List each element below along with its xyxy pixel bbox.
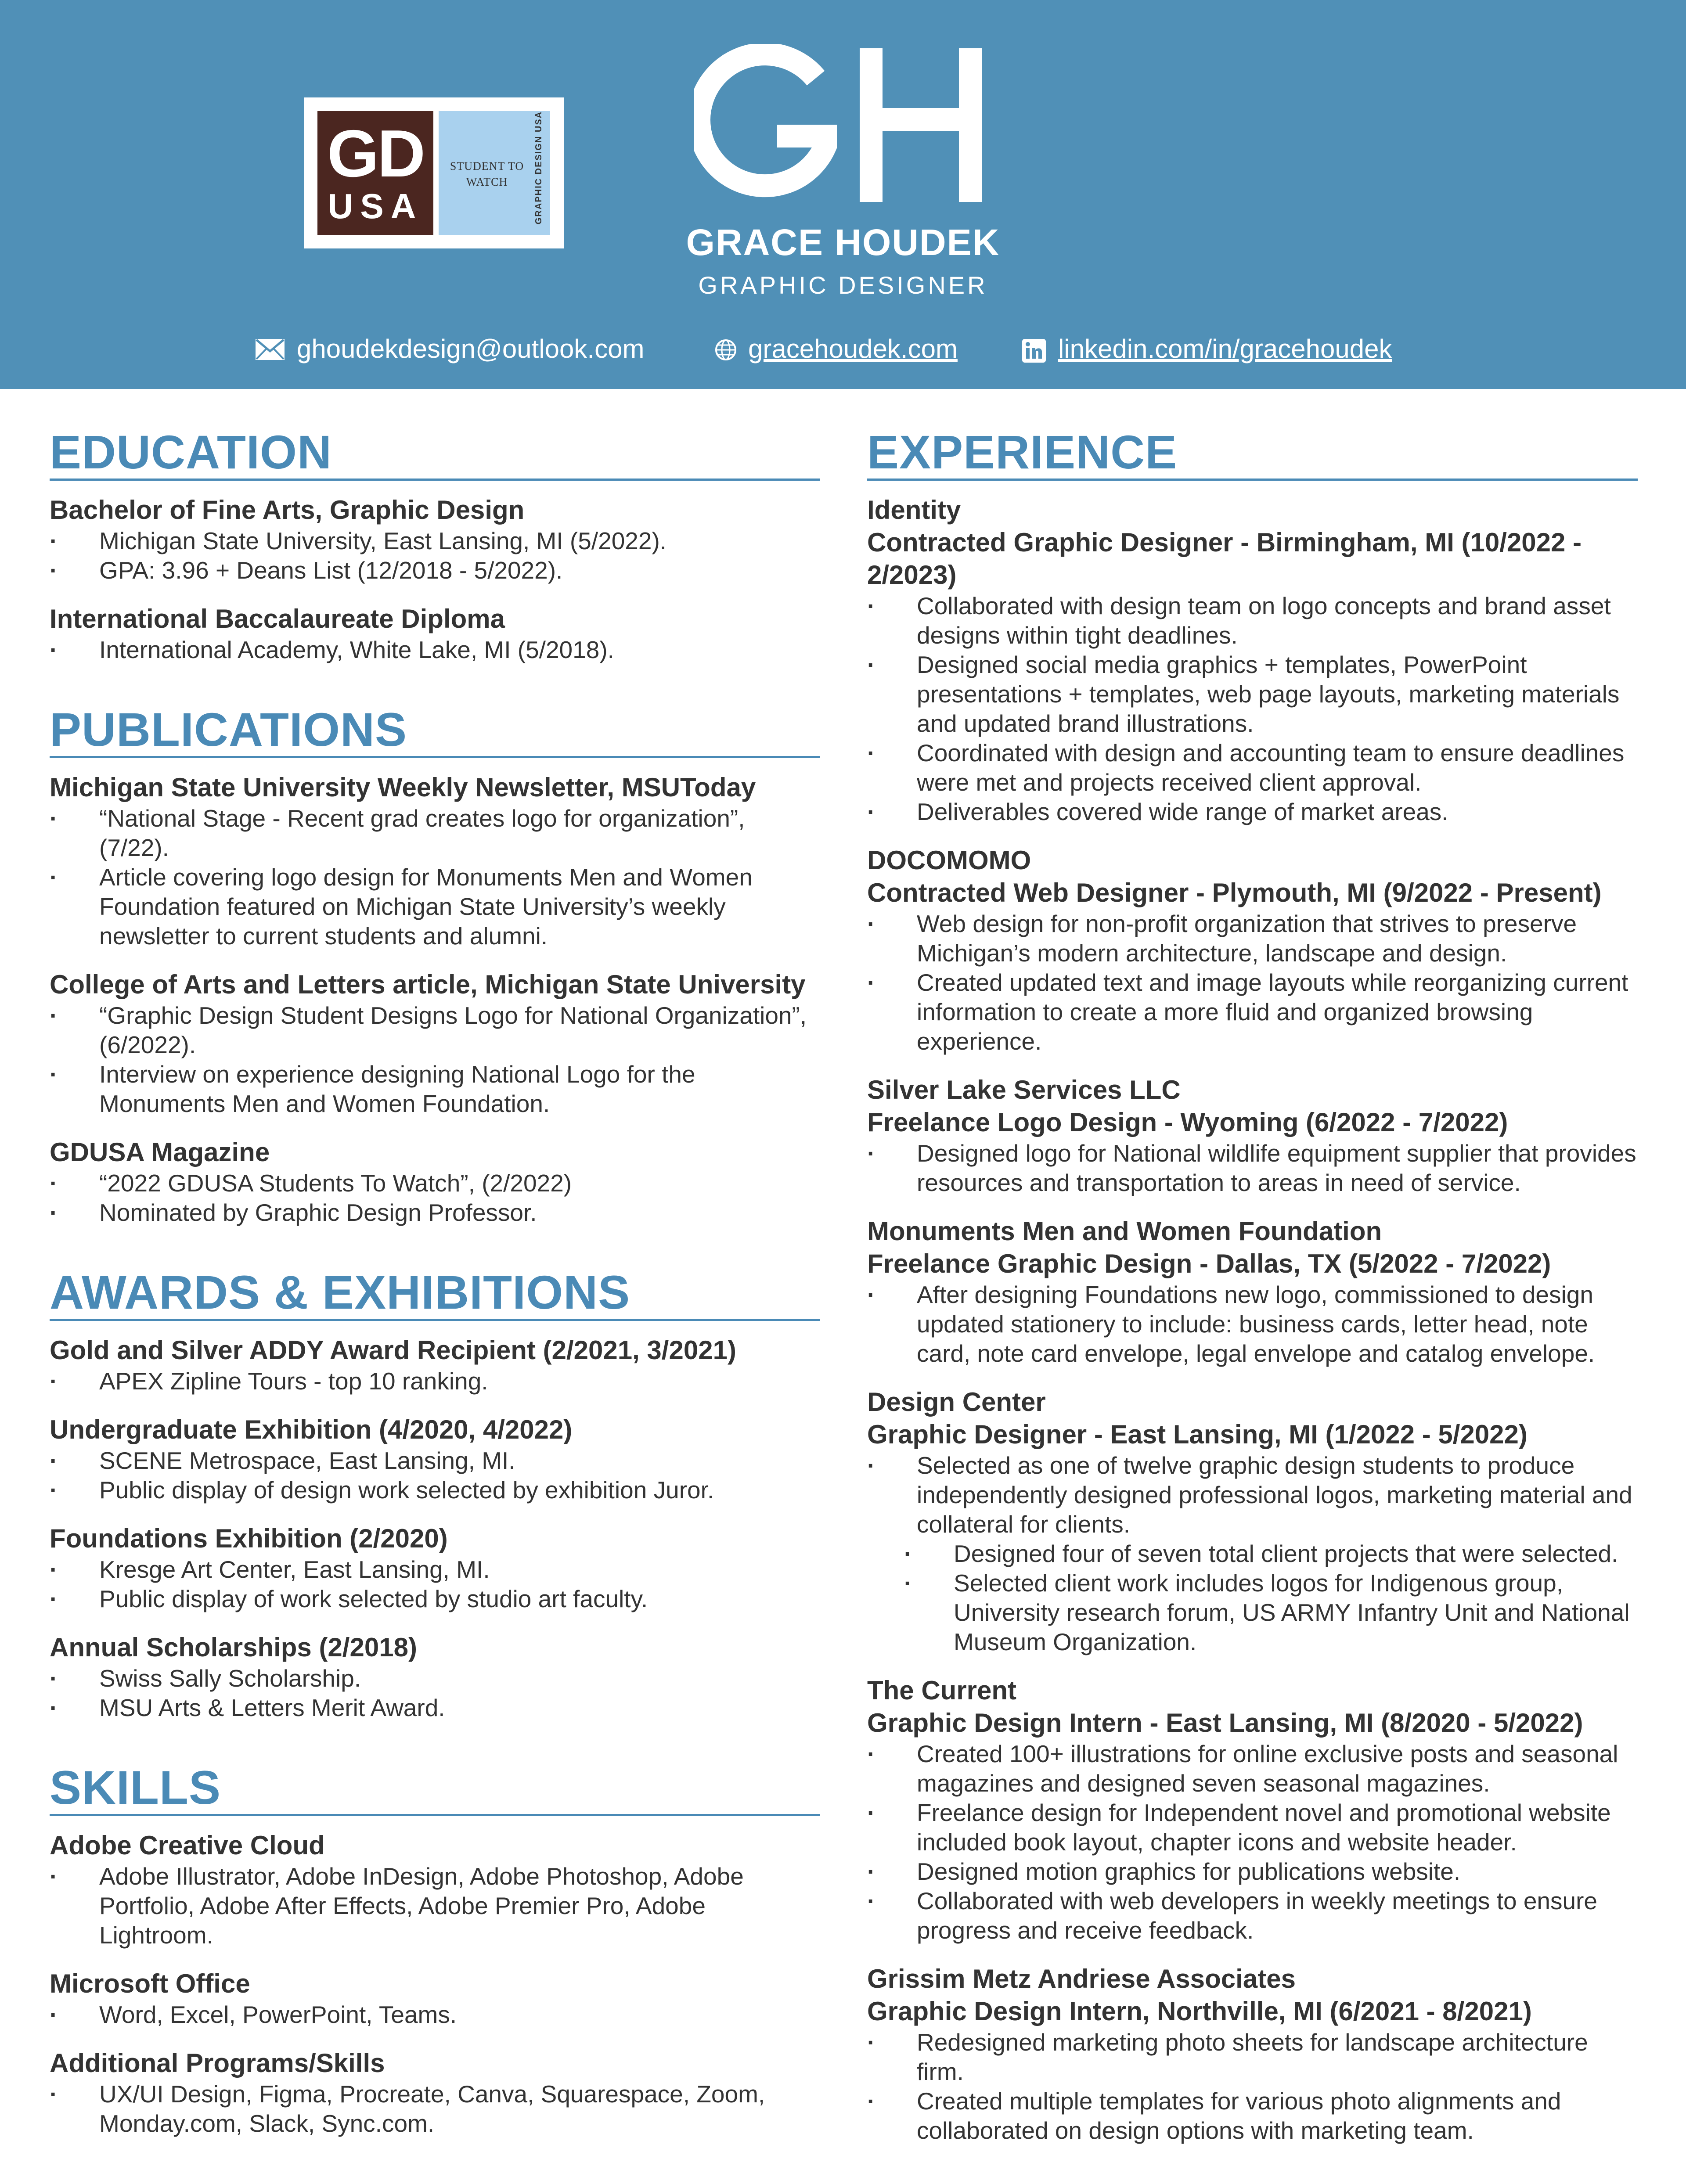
envelope-icon (256, 339, 285, 360)
linkedin-icon (1022, 339, 1046, 363)
bullet-item: · APEX Zipline Tours - top 10 ranking. (50, 1367, 820, 1396)
entry (50, 1522, 820, 1614)
section-heading: EDUCATION (50, 426, 820, 481)
bullet-list (50, 1169, 820, 1227)
badge-vertical-text: GRAPHIC DESIGN USA (534, 111, 544, 225)
bullet-list (50, 2000, 820, 2029)
bullet-list (50, 635, 820, 665)
entry-title: Annual Scholarships (2/2018) (50, 1633, 417, 1662)
bullet-item: · Collaborated with design team on logo concepts and brand asset designs within tight deadlines. (867, 591, 1638, 650)
entry (50, 1631, 820, 1723)
entry-title: Microsoft Office (50, 1969, 250, 1998)
bullet-list (867, 1451, 1638, 1539)
company-name: DOCOMOMO (867, 846, 1031, 875)
entry-title: GDUSA Magazine (50, 1137, 270, 1167)
bullet-item: · Article covering logo design for Monuments Men and Women Foundation featured on Michigan State University’s weekly newsletter to current students and alumni. (50, 863, 820, 951)
website-link[interactable]: gracehoudek.com (748, 334, 958, 363)
job-role: Graphic Design Intern, Northville, MI (6/2021 - 8/2021) (867, 1997, 1532, 2026)
bullet-item: · Interview on experience designing National Logo for the Monuments Men and Women Foundation. (50, 1060, 820, 1119)
job-title: GRAPHIC DESIGNER (698, 271, 988, 299)
bullet-list (867, 1280, 1638, 1368)
left-column (50, 426, 820, 2177)
job-entry (867, 1674, 1638, 1945)
job-entry (867, 1386, 1638, 1657)
bullet-item: · Created updated text and image layouts while reorganizing current information to create a more fluid and organized browsing experience. (867, 968, 1638, 1056)
bullet-item: · Word, Excel, PowerPoint, Teams. (50, 2000, 820, 2029)
contact-email[interactable] (256, 329, 677, 369)
badge-gd-text: GD (327, 116, 424, 191)
gdusa-badge (304, 97, 564, 248)
job-entry (867, 1963, 1638, 2145)
bullet-list (867, 591, 1638, 827)
section-publications (50, 703, 820, 1227)
entry-title: Undergraduate Exhibition (4/2020, 4/2022) (50, 1415, 573, 1444)
company-name: Identity (867, 495, 961, 525)
entry (50, 1829, 820, 1950)
company-name: Silver Lake Services LLC (867, 1075, 1181, 1105)
bullet-item: · Kresge Art Center, East Lansing, MI. (50, 1555, 820, 1584)
entry (50, 603, 820, 665)
bullet-list (867, 1739, 1638, 1945)
entry (50, 1414, 820, 1505)
job-role: Graphic Designer - East Lansing, MI (1/2022 - 5/2022) (867, 1420, 1527, 1449)
company-name: Grissim Metz Andriese Associates (867, 1964, 1296, 1993)
contact-website[interactable] (715, 329, 987, 369)
job-role: Contracted Web Designer - Plymouth, MI (9/2022 - Present) (867, 878, 1602, 907)
job-entry (867, 1215, 1638, 1368)
job-role: Freelance Graphic Design - Dallas, TX (5/2022 - 7/2022) (867, 1249, 1551, 1278)
bullet-item: · Freelance design for Independent novel and promotional website included book layout, chapter icons and website header. (867, 1798, 1638, 1857)
globe-icon (715, 339, 737, 361)
bullet-item: · Swiss Sally Scholarship. (50, 1664, 820, 1693)
entry (50, 1968, 820, 2029)
job-entry (867, 1074, 1638, 1198)
bullet-item: · Created 100+ illustrations for online exclusive posts and seasonal magazines and designed seven seasonal magazines. (867, 1739, 1638, 1798)
contact-linkedin[interactable] (1022, 329, 1461, 369)
bullet-item: · UX/UI Design, Figma, Procreate, Canva, Squarespace, Zoom, Monday.com, Slack, Sync.com. (50, 2080, 820, 2138)
bullet-list (50, 1862, 820, 1950)
entry (50, 494, 820, 585)
bullet-item: · Collaborated with web developers in weekly meetings to ensure progress and receive feedback. (867, 1886, 1638, 1945)
entry-title: Michigan State University Weekly Newsletter, MSUToday (50, 773, 756, 802)
section-heading: SKILLS (50, 1761, 820, 1816)
bullet-item: · Created multiple templates for various photo alignments and collaborated on design options with marketing team. (867, 2087, 1638, 2145)
bullet-item: · MSU Arts & Letters Merit Award. (50, 1693, 820, 1723)
bullet-list (50, 2080, 820, 2138)
section-heading: EXPERIENCE (867, 426, 1638, 481)
bullet-list (50, 1446, 820, 1505)
bullet-item: · International Academy, White Lake, MI (5/2018). (50, 635, 820, 665)
bullet-list (50, 804, 820, 951)
bullet-list (50, 1001, 820, 1119)
job-role: Contracted Graphic Designer - Birmingham, MI (10/2022 - 2/2023) (867, 528, 1582, 590)
bullet-item: · SCENE Metrospace, East Lansing, MI. (50, 1446, 820, 1475)
bullet-item: · Web design for non-profit organization that strives to preserve Michigan’s modern architecture, landscape and design. (867, 909, 1638, 968)
bullet-item: · Designed motion graphics for publications website. (867, 1857, 1638, 1886)
right-column (867, 426, 1638, 2184)
entry-title: International Baccalaureate Diploma (50, 604, 505, 633)
sub-bullet-item: · Selected client work includes logos for Indigenous group, University research forum, US ARMY Infantry Unit and National Museum Organization. (867, 1569, 1638, 1657)
entry (50, 771, 820, 951)
bullet-list (867, 2028, 1638, 2145)
bullet-list (50, 1664, 820, 1723)
bullet-item: · Public display of work selected by studio art faculty. (50, 1584, 820, 1614)
entry-title: Bachelor of Fine Arts, Graphic Design (50, 495, 525, 525)
badge-student-to-watch: STUDENT TO WATCH (450, 160, 524, 188)
company-name: Design Center (867, 1387, 1046, 1417)
bullet-list (867, 909, 1638, 1056)
bullet-item: · Nominated by Graphic Design Professor. (50, 1198, 820, 1227)
bullet-item: · Redesigned marketing photo sheets for landscape architecture firm. (867, 2028, 1638, 2087)
bullet-list (867, 1139, 1638, 1198)
sub-bullet-item: · Designed four of seven total client projects that were selected. (867, 1539, 1638, 1569)
bullet-item: · Michigan State University, East Lansing, MI (5/2022). (50, 526, 820, 556)
entry-title: Gold and Silver ADDY Award Recipient (2/2021, 3/2021) (50, 1335, 736, 1365)
entry (50, 968, 820, 1119)
section-heading: PUBLICATIONS (50, 703, 820, 758)
bullet-item: · Deliverables covered wide range of market areas. (867, 797, 1638, 827)
linkedin-link[interactable]: linkedin.com/in/gracehoudek (1058, 334, 1392, 363)
job-entry (867, 494, 1638, 827)
gh-monogram-logo (694, 44, 992, 206)
bullet-item: · Designed social media graphics + templates, PowerPoint presentations + templates, web page layouts, marketing materials and updated brand illustrations. (867, 650, 1638, 738)
bullet-item: · Designed logo for National wildlife equipment supplier that provides resources and transportation to areas in need of service. (867, 1139, 1638, 1198)
section-education (50, 426, 820, 665)
entry-title: Additional Programs/Skills (50, 2048, 385, 2078)
job-entry (867, 844, 1638, 1056)
header-banner (0, 0, 1686, 389)
job-role: Freelance Logo Design - Wyoming (6/2022 - 7/2022) (867, 1108, 1508, 1137)
entry (50, 1136, 820, 1227)
email-text: ghoudekdesign@outlook.com (297, 334, 645, 363)
job-role: Graphic Design Intern - East Lansing, MI (8/2020 - 5/2022) (867, 1708, 1583, 1738)
section-experience (867, 426, 1638, 2145)
badge-logo-block (317, 111, 433, 235)
company-name: The Current (867, 1676, 1017, 1705)
bullet-item: · “National Stage - Recent grad creates logo for organization”, (7/22). (50, 804, 820, 863)
bullet-list (50, 1367, 820, 1396)
bullet-item: · Public display of design work selected by exhibition Juror. (50, 1475, 820, 1505)
section-awards-exhibitions (50, 1266, 820, 1723)
bullet-item: · Selected as one of twelve graphic design students to produce independently designed professional logos, marketing material and collateral for clients. (867, 1451, 1638, 1539)
bullet-item: · After designing Foundations new logo, commissioned to design updated stationery to include: business cards, letter head, note card, note card envelope, legal envelope and catalog envelope. (867, 1280, 1638, 1368)
bullet-list (50, 526, 820, 585)
entry-title: College of Arts and Letters article, Michigan State University (50, 970, 806, 999)
section-heading: AWARDS & EXHIBITIONS (50, 1266, 820, 1321)
company-name: Monuments Men and Women Foundation (867, 1216, 1382, 1246)
badge-label-block (439, 111, 550, 235)
bullet-item: · GPA: 3.96 + Deans List (12/2018 - 5/2022). (50, 556, 820, 585)
sub-bullet-list (867, 1539, 1638, 1657)
bullet-item: · “Graphic Design Student Designs Logo for National Organization”, (6/2022). (50, 1001, 820, 1060)
entry-title: Foundations Exhibition (2/2020) (50, 1524, 448, 1553)
entry-title: Adobe Creative Cloud (50, 1831, 325, 1860)
entry (50, 2047, 820, 2138)
bullet-list (50, 1555, 820, 1614)
badge-usa-text: USA (328, 187, 423, 226)
entry (50, 1334, 820, 1396)
bullet-item: · Coordinated with design and accounting team to ensure deadlines were met and projects received client approval. (867, 738, 1638, 797)
person-name: GRACE HOUDEK (686, 222, 1000, 263)
bullet-item: · “2022 GDUSA Students To Watch”, (2/2022) (50, 1169, 820, 1198)
bullet-item: · Adobe Illustrator, Adobe InDesign, Adobe Photoshop, Adobe Portfolio, Adobe After Effects, Adobe Premier Pro, Adobe Lightroom. (50, 1862, 820, 1950)
section-skills (50, 1761, 820, 2138)
